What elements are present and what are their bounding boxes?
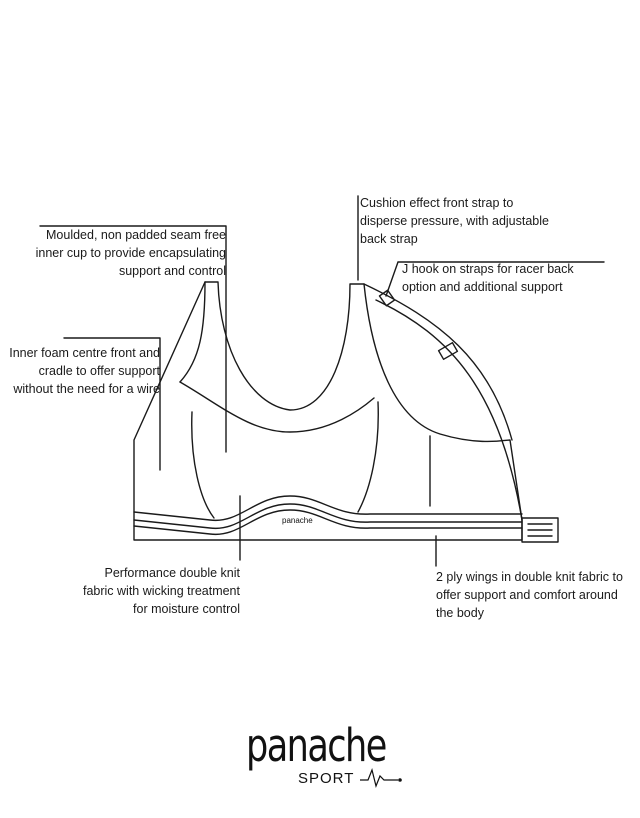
callout-foam-centre: Inner foam centre front and cradle to offer support without the need for a wire — [9, 346, 160, 396]
callout-wings: 2 ply wings in double knit fabric to offer support and comfort around the body — [436, 570, 623, 620]
band-label: panache — [282, 516, 313, 525]
left-strap — [180, 282, 205, 382]
bra-outline — [134, 282, 522, 540]
callout-double-knit: Performance double knit fabric with wicking treatment for moisture control — [82, 566, 240, 616]
underband-top — [134, 496, 522, 520]
callout-j-hook: J hook on straps for racer back option and additional support — [402, 262, 574, 294]
right-cup-seam — [358, 402, 378, 512]
heartbeat-icon — [360, 766, 404, 790]
callout-inner-cup: Moulded, non padded seam free inner cup to provide encapsulating support and control — [35, 228, 226, 278]
underband-stitch-1 — [134, 504, 522, 528]
right-strap — [364, 284, 512, 440]
callout-front-strap: Cushion effect front strap to disperse pressure, with adjustable back strap — [360, 196, 549, 246]
right-strap-inner — [376, 300, 522, 520]
brand-sub: SPORT — [298, 770, 355, 787]
brand-wordmark: panache — [246, 719, 386, 772]
panache-sport-logo — [246, 719, 406, 792]
left-cup-seam — [192, 412, 214, 518]
